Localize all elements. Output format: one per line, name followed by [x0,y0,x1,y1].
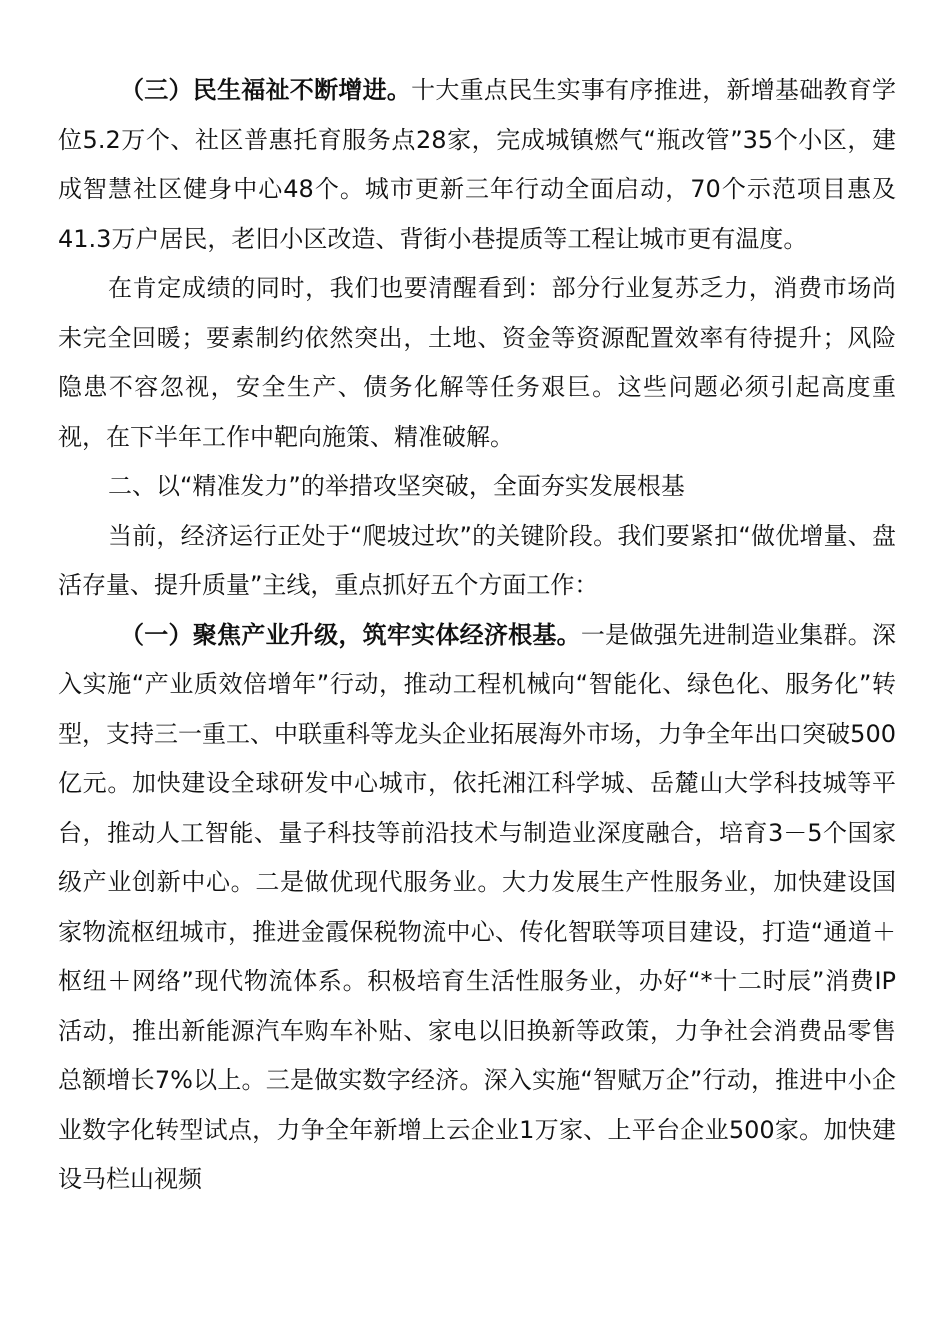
paragraph-problems [58,264,896,462]
document-page [58,66,896,1205]
section-heading-two [58,462,896,512]
paragraph-body: 当前，经济运行正处于“爬坡过坎”的关键阶段。我们要紧扣“做优增量、盘活存量、提升质量”主线，重点抓好五个方面工作： [58,521,896,599]
paragraph-body: 十大重点民生实事有序推进，新增基础教育学位5.2万个、社区普惠托育服务点28家，完成城镇燃气“瓶改管”35个小区，建成智慧社区健身中心48个。城市更新三年行动全面启动，70个示范项目惠及41.3万户居民，老旧小区改造、背街小巷提质等工程让城市更有温度。 [58,76,897,253]
paragraph-heading: （三）民生福祉不断增进。 [120,76,412,104]
paragraph-people-welfare [58,66,896,264]
paragraph-current-situation [58,512,896,611]
paragraph-heading: （一）聚焦产业升级，筑牢实体经济根基。 [120,620,581,649]
paragraph-body: 在肯定成绩的同时，我们也要清醒看到：部分行业复苏乏力，消费市场尚未完全回暖；要素制约依然突出，土地、资金等资源配置效率有待提升；风险隐患不容忽视，安全生产、债务化解等任务艰巨。这些问题必须引起高度重视，在下半年工作中靶向施策、精准破解。 [58,274,896,451]
paragraph-body: 一是做强先进制造业集群。深入实施“产业质效倍增年”行动，推动工程机械向“智能化、绿色化、服务化”转型，支持三一重工、中联重科等龙头企业拓展海外市场，力争全年出口突破500亿元。加快建设全球研发中心城市，依托湘江科学城、岳麓山大学科技城等平台，推动人工智能、量子科技等前沿技术与制造业深度融合，培育3－5个国家级产业创新中心。二是做优现代服务业。大力发展生产性服务业，加快建设国家物流枢纽城市，推进金霞保税物流中心、传化智联等项目建设，打造“通道＋枢纽＋网络”现代物流体系。积极培育生活性服务业，办好“*十二时辰”消费IP活动，推出新能源汽车购车补贴、家电以旧换新等政策，力争社会消费品零售总额增长7%以上。三是做实数字经济。深入实施“智赋万企”行动，推进中小企业数字化转型试点，力争全年新增上云企业1万家、上平台企业500家。加快建设马栏山视频 [58,620,897,1193]
paragraph-industry-upgrade [58,611,896,1205]
section-heading-text: 二、以“精准发力”的举措攻坚突破，全面夯实发展根基 [108,472,685,500]
